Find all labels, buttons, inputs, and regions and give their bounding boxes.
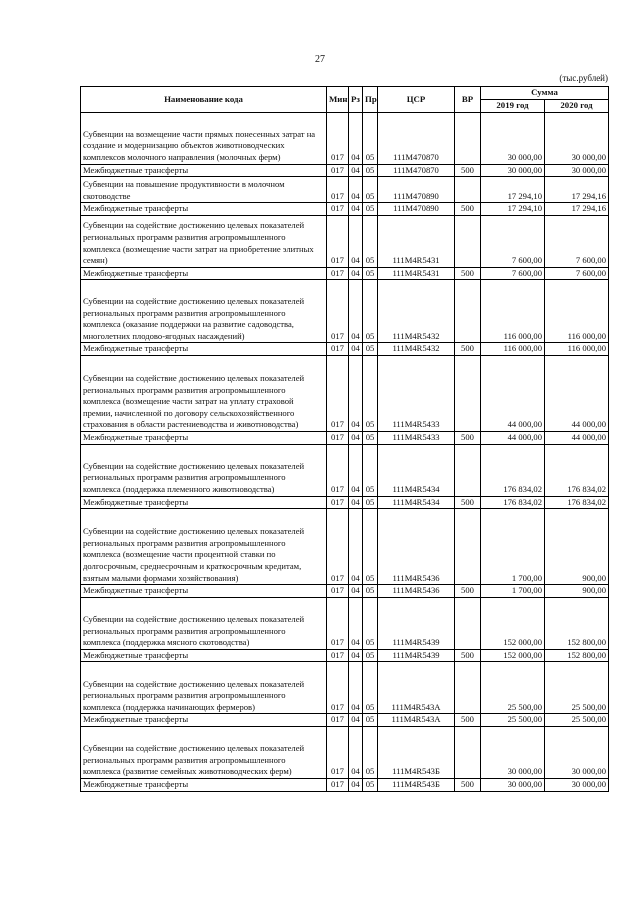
table-row xyxy=(81,280,609,343)
header-vr: ВР xyxy=(455,87,481,113)
amount-2019-cell: 1 700,00 xyxy=(481,585,545,598)
csr-cell: 111М4R5439 xyxy=(378,649,455,662)
min-cell: 017 xyxy=(327,267,349,280)
table-row xyxy=(81,597,609,649)
vr-cell: 500 xyxy=(455,496,481,509)
header-csr: ЦСР xyxy=(378,87,455,113)
rz-cell: 04 xyxy=(349,343,363,356)
rz-cell: 04 xyxy=(349,726,363,778)
name-cell: Межбюджетные трансферты xyxy=(81,714,327,727)
min-cell: 017 xyxy=(327,496,349,509)
amount-2019-cell: 7 600,00 xyxy=(481,267,545,280)
amount-2019-cell: 30 000,00 xyxy=(481,778,545,791)
name-cell: Субвенции на содействие достижению целевых показателей региональных программ развития агропромышленного комплекса (поддержка начинающих фермеров) xyxy=(81,662,327,714)
csr-cell: 111М4R5436 xyxy=(378,509,455,585)
rz-cell: 04 xyxy=(349,778,363,791)
budget-table xyxy=(80,86,609,792)
name-cell: Субвенции на содействие достижению целевых показателей региональных программ развития агропромышленного комплекса (развитие семейных животноводческих ферм) xyxy=(81,726,327,778)
amount-2020-cell: 44 000,00 xyxy=(545,431,609,444)
amount-2019-cell: 152 000,00 xyxy=(481,597,545,649)
amount-2020-cell: 30 000,00 xyxy=(545,726,609,778)
min-cell: 017 xyxy=(327,585,349,598)
amount-2019-cell: 30 000,00 xyxy=(481,164,545,177)
rz-cell: 04 xyxy=(349,444,363,496)
rz-cell: 04 xyxy=(349,267,363,280)
rz-cell: 04 xyxy=(349,662,363,714)
pr-cell: 05 xyxy=(363,649,378,662)
csr-cell: 111М4R5431 xyxy=(378,215,455,267)
min-cell: 017 xyxy=(327,215,349,267)
vr-cell xyxy=(455,355,481,431)
amount-2020-cell: 176 834,02 xyxy=(545,496,609,509)
amount-2019-cell: 176 834,02 xyxy=(481,444,545,496)
vr-cell xyxy=(455,280,481,343)
amount-2019-cell: 30 000,00 xyxy=(481,112,545,164)
header-2020: 2020 год xyxy=(545,100,609,113)
rz-cell: 04 xyxy=(349,585,363,598)
vr-cell: 500 xyxy=(455,343,481,356)
amount-2020-cell: 30 000,00 xyxy=(545,778,609,791)
amount-2019-cell: 44 000,00 xyxy=(481,355,545,431)
amount-2019-cell: 30 000,00 xyxy=(481,726,545,778)
rz-cell: 04 xyxy=(349,203,363,216)
amount-2020-cell: 900,00 xyxy=(545,509,609,585)
csr-cell: 111М4R543А xyxy=(378,714,455,727)
csr-cell: 111М4R5432 xyxy=(378,280,455,343)
name-cell: Межбюджетные трансферты xyxy=(81,778,327,791)
table-row xyxy=(81,509,609,585)
name-cell: Межбюджетные трансферты xyxy=(81,203,327,216)
csr-cell: 111М4R543А xyxy=(378,662,455,714)
min-cell: 017 xyxy=(327,431,349,444)
amount-2020-cell: 44 000,00 xyxy=(545,355,609,431)
amount-2019-cell: 116 000,00 xyxy=(481,280,545,343)
pr-cell: 05 xyxy=(363,112,378,164)
min-cell: 017 xyxy=(327,355,349,431)
table-row xyxy=(81,177,609,203)
name-cell: Межбюджетные трансферты xyxy=(81,496,327,509)
table-row xyxy=(81,203,609,216)
rz-cell: 04 xyxy=(349,164,363,177)
vr-cell: 500 xyxy=(455,714,481,727)
rz-cell: 04 xyxy=(349,280,363,343)
pr-cell: 05 xyxy=(363,714,378,727)
csr-cell: 111М4R5433 xyxy=(378,431,455,444)
vr-cell xyxy=(455,662,481,714)
amount-2019-cell: 176 834,02 xyxy=(481,496,545,509)
vr-cell: 500 xyxy=(455,431,481,444)
amount-2019-cell: 25 500,00 xyxy=(481,662,545,714)
table-row xyxy=(81,444,609,496)
amount-2020-cell: 116 000,00 xyxy=(545,280,609,343)
csr-cell: 111М4R5436 xyxy=(378,585,455,598)
rz-cell: 04 xyxy=(349,177,363,203)
vr-cell xyxy=(455,597,481,649)
name-cell: Межбюджетные трансферты xyxy=(81,164,327,177)
name-cell: Субвенции на содействие достижению целевых показателей региональных программ развития агропромышленного комплекса (возмещение части затрат на приобретение элитных семян) xyxy=(81,215,327,267)
table-row xyxy=(81,496,609,509)
name-cell: Межбюджетные трансферты xyxy=(81,649,327,662)
units-note: (тыс.рублей) xyxy=(559,73,608,83)
csr-cell: 111М4R5439 xyxy=(378,597,455,649)
pr-cell: 05 xyxy=(363,509,378,585)
page-number: 27 xyxy=(315,54,325,65)
csr-cell: 111М4R543Б xyxy=(378,778,455,791)
pr-cell: 05 xyxy=(363,267,378,280)
amount-2020-cell: 25 500,00 xyxy=(545,714,609,727)
header-name: Наименование кода xyxy=(81,87,327,113)
csr-cell: 111М4R5433 xyxy=(378,355,455,431)
min-cell: 017 xyxy=(327,203,349,216)
pr-cell: 05 xyxy=(363,662,378,714)
name-cell: Межбюджетные трансферты xyxy=(81,267,327,280)
amount-2020-cell: 17 294,16 xyxy=(545,203,609,216)
csr-cell: 111М4R5434 xyxy=(378,444,455,496)
table-row xyxy=(81,431,609,444)
rz-cell: 04 xyxy=(349,431,363,444)
min-cell: 017 xyxy=(327,778,349,791)
csr-cell: 111М4R543Б xyxy=(378,726,455,778)
min-cell: 017 xyxy=(327,177,349,203)
csr-cell: 111М470890 xyxy=(378,203,455,216)
vr-cell xyxy=(455,177,481,203)
header-2019: 2019 год xyxy=(481,100,545,113)
min-cell: 017 xyxy=(327,714,349,727)
table-row xyxy=(81,267,609,280)
table-row xyxy=(81,778,609,791)
amount-2020-cell: 17 294,16 xyxy=(545,177,609,203)
min-cell: 017 xyxy=(327,726,349,778)
vr-cell: 500 xyxy=(455,585,481,598)
vr-cell xyxy=(455,444,481,496)
name-cell: Субвенции на содействие достижению целевых показателей региональных программ развития агропромышленного комплекса (возмещение части процентной ставки по долгосрочным, среднесрочным и краткосрочным кредитам, взятым малыми формами хозяйствования) xyxy=(81,509,327,585)
name-cell: Субвенции на содействие достижению целевых показателей региональных программ развития агропромышленного комплекса (оказание поддержки на развитие садоводства, многолетних плодово-ягодных насаждений) xyxy=(81,280,327,343)
pr-cell: 05 xyxy=(363,585,378,598)
amount-2019-cell: 17 294,10 xyxy=(481,177,545,203)
table-body xyxy=(81,112,609,791)
csr-cell: 111М4R5434 xyxy=(378,496,455,509)
amount-2019-cell: 44 000,00 xyxy=(481,431,545,444)
pr-cell: 05 xyxy=(363,177,378,203)
pr-cell: 05 xyxy=(363,778,378,791)
vr-cell: 500 xyxy=(455,778,481,791)
amount-2020-cell: 30 000,00 xyxy=(545,112,609,164)
pr-cell: 05 xyxy=(363,726,378,778)
min-cell: 017 xyxy=(327,280,349,343)
table-row xyxy=(81,649,609,662)
csr-cell: 111М470870 xyxy=(378,164,455,177)
name-cell: Субвенции на содействие достижению целевых показателей региональных программ развития агропромышленного комплекса (возмещение части затрат на уплату страховой премии, начисленной по договору сельскохозяйственного страхования в области растениеводства и животноводства) xyxy=(81,355,327,431)
pr-cell: 05 xyxy=(363,343,378,356)
table-row xyxy=(81,662,609,714)
csr-cell: 111М4R5432 xyxy=(378,343,455,356)
min-cell: 017 xyxy=(327,662,349,714)
name-cell: Субвенции на содействие достижению целевых показателей региональных программ развития агропромышленного комплекса (поддержка племенного животноводства) xyxy=(81,444,327,496)
header-sum: Сумма xyxy=(481,87,609,100)
header-min: Мин xyxy=(327,87,349,113)
rz-cell: 04 xyxy=(349,509,363,585)
amount-2020-cell: 30 000,00 xyxy=(545,164,609,177)
amount-2019-cell: 7 600,00 xyxy=(481,215,545,267)
min-cell: 017 xyxy=(327,164,349,177)
vr-cell: 500 xyxy=(455,267,481,280)
amount-2020-cell: 7 600,00 xyxy=(545,215,609,267)
amount-2019-cell: 17 294,10 xyxy=(481,203,545,216)
table-row xyxy=(81,112,609,164)
amount-2020-cell: 176 834,02 xyxy=(545,444,609,496)
vr-cell xyxy=(455,726,481,778)
amount-2020-cell: 7 600,00 xyxy=(545,267,609,280)
name-cell: Субвенции на повышение продуктивности в молочном скотоводстве xyxy=(81,177,327,203)
table-row xyxy=(81,714,609,727)
pr-cell: 05 xyxy=(363,355,378,431)
csr-cell: 111М470890 xyxy=(378,177,455,203)
header-rz: Рз xyxy=(349,87,363,113)
min-cell: 017 xyxy=(327,444,349,496)
table-row xyxy=(81,355,609,431)
name-cell: Субвенции на содействие достижению целевых показателей региональных программ развития агропромышленного комплекса (поддержка мясного скотоводства) xyxy=(81,597,327,649)
min-cell: 017 xyxy=(327,509,349,585)
amount-2020-cell: 25 500,00 xyxy=(545,662,609,714)
vr-cell xyxy=(455,215,481,267)
vr-cell: 500 xyxy=(455,649,481,662)
amount-2019-cell: 1 700,00 xyxy=(481,509,545,585)
vr-cell: 500 xyxy=(455,203,481,216)
amount-2019-cell: 116 000,00 xyxy=(481,343,545,356)
pr-cell: 05 xyxy=(363,215,378,267)
rz-cell: 04 xyxy=(349,714,363,727)
csr-cell: 111М4R5431 xyxy=(378,267,455,280)
name-cell: Межбюджетные трансферты xyxy=(81,431,327,444)
name-cell: Субвенции на возмещение части прямых понесенных затрат на создание и модернизацию объектов животноводческих комплексов молочного направления (молочных ферм) xyxy=(81,112,327,164)
rz-cell: 04 xyxy=(349,496,363,509)
rz-cell: 04 xyxy=(349,112,363,164)
rz-cell: 04 xyxy=(349,649,363,662)
pr-cell: 05 xyxy=(363,597,378,649)
rz-cell: 04 xyxy=(349,355,363,431)
min-cell: 017 xyxy=(327,343,349,356)
pr-cell: 05 xyxy=(363,164,378,177)
amount-2019-cell: 25 500,00 xyxy=(481,714,545,727)
table-row xyxy=(81,343,609,356)
pr-cell: 05 xyxy=(363,280,378,343)
min-cell: 017 xyxy=(327,649,349,662)
table-row xyxy=(81,215,609,267)
rz-cell: 04 xyxy=(349,215,363,267)
pr-cell: 05 xyxy=(363,203,378,216)
pr-cell: 05 xyxy=(363,431,378,444)
name-cell: Межбюджетные трансферты xyxy=(81,343,327,356)
vr-cell: 500 xyxy=(455,164,481,177)
amount-2020-cell: 900,00 xyxy=(545,585,609,598)
name-cell: Межбюджетные трансферты xyxy=(81,585,327,598)
amount-2020-cell: 116 000,00 xyxy=(545,343,609,356)
amount-2020-cell: 152 800,00 xyxy=(545,649,609,662)
table-row xyxy=(81,726,609,778)
min-cell: 017 xyxy=(327,597,349,649)
vr-cell xyxy=(455,112,481,164)
amount-2020-cell: 152 800,00 xyxy=(545,597,609,649)
amount-2019-cell: 152 000,00 xyxy=(481,649,545,662)
rz-cell: 04 xyxy=(349,597,363,649)
header-pr: Пр xyxy=(363,87,378,113)
pr-cell: 05 xyxy=(363,444,378,496)
table-row xyxy=(81,164,609,177)
csr-cell: 111М470870 xyxy=(378,112,455,164)
pr-cell: 05 xyxy=(363,496,378,509)
vr-cell xyxy=(455,509,481,585)
table-row xyxy=(81,585,609,598)
min-cell: 017 xyxy=(327,112,349,164)
